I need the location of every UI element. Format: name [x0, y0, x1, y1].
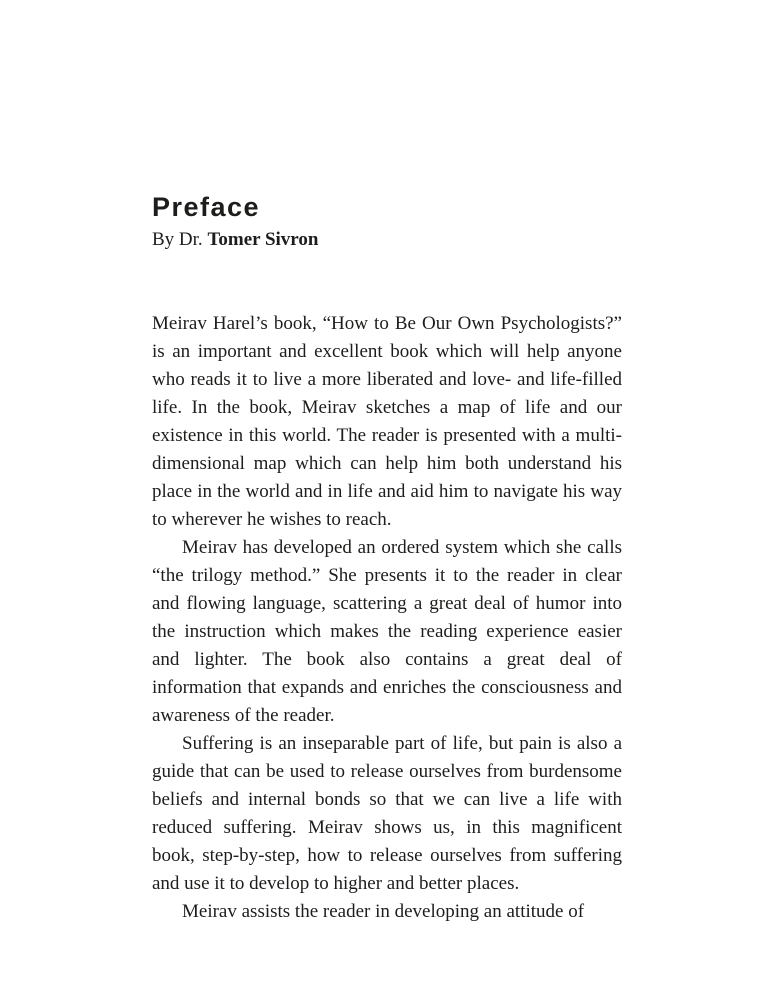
- byline-prefix: By Dr.: [152, 229, 208, 250]
- paragraph: Meirav assists the reader in developing an attitude of: [182, 901, 585, 922]
- page-title: Preface: [152, 192, 261, 222]
- page-content: [152, 192, 622, 926]
- preface-body: [152, 310, 622, 926]
- paragraph: Meirav has developed an ordered system which she calls “the trilogy method.” She presents it to the reader in clear and flowing language, scattering a great deal of humor into the instruction which makes the reading experience easier and lighter. The book also contains a great deal of information that expands and enriches the consciousness and awareness of the reader.: [152, 537, 622, 726]
- paragraph: Meirav Harel’s book, “How to Be Our Own Psychologists?” is an important and excellent book which will help anyone who reads it to live a more liberated and love- and life-filled life. In the book, Meirav sketches a map of life and our existence in this world. The reader is presented with a multi-dimensional map which can help him both understand his place in the world and in life and aid him to navigate his way to wherever he wishes to reach.: [152, 313, 622, 530]
- byline-author: Tomer Sivron: [207, 229, 319, 250]
- byline: [152, 228, 622, 252]
- paragraph: Suffering is an inseparable part of life, but pain is also a guide that can be used to release ourselves from burdensome beliefs and internal bonds so that we can live a life with reduced suffering. Meirav shows us, in this magnificent book, step-by-step, how to release ourselves from suffering and use it to develop to higher and better places.: [152, 733, 622, 894]
